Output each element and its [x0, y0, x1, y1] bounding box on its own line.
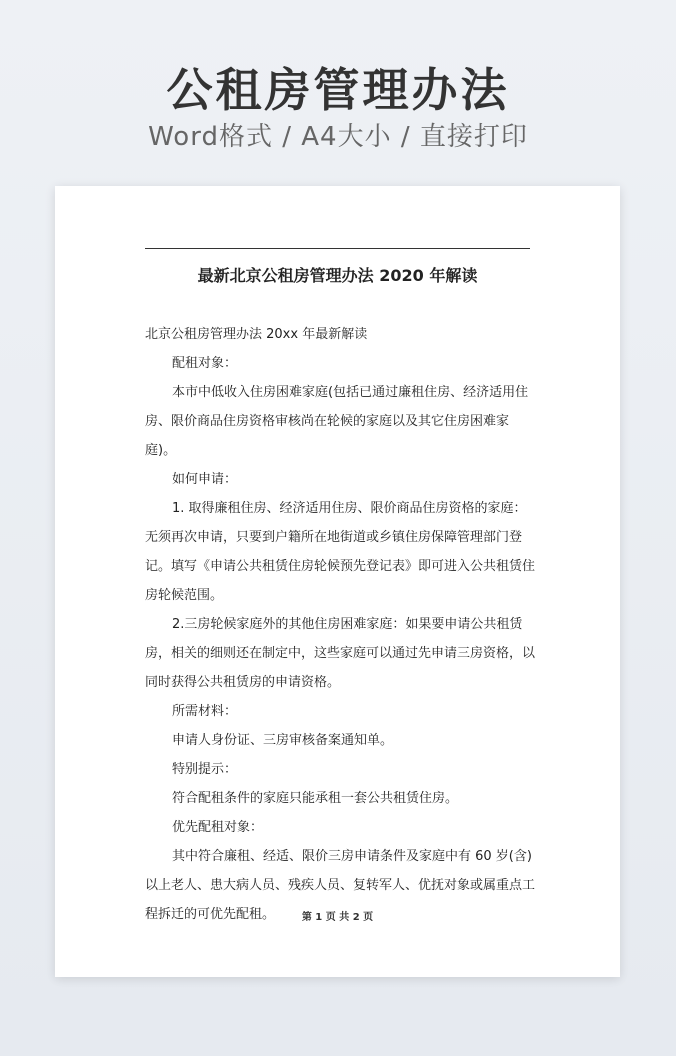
body-paragraph: 其中符合廉租、经适、限价三房申请条件及家庭中有 60 岁(含)以上老人、患大病人员、残疾人员、复转军人、优抚对象或属重点工程拆迁的可优先配租。 — [145, 849, 536, 922]
body-paragraph: 符合配租条件的家庭只能承租一套公共租赁住房。 — [172, 791, 459, 806]
intro-line: 北京公租房管理办法 20xx 年最新解读 — [145, 327, 368, 342]
section-heading: 配租对象： — [172, 356, 238, 371]
header-rule — [145, 248, 530, 249]
section-heading: 如何申请： — [172, 472, 238, 487]
page-number: 第 1 页 共 2 页 — [301, 912, 374, 923]
document-title: 最新北京公租房管理办法 2020 年解读 — [197, 266, 478, 285]
document-body — [145, 320, 537, 929]
section-heading: 优先配租对象： — [172, 820, 264, 835]
document-page — [55, 186, 620, 977]
body-paragraph: 2.三房轮候家庭外的其他住房困难家庭：如果要申请公共租赁房，相关的细则还在制定中，这些家庭可以通过先申请三房资格，以同时获得公共租赁房的申请资格。 — [145, 617, 536, 690]
banner-subtitle: Word格式 / A4大小 / 直接打印 — [148, 122, 528, 152]
body-paragraph: 申请人身份证、三房审核备案通知单。 — [172, 733, 394, 748]
section-heading: 所需材料： — [172, 704, 238, 719]
body-paragraph: 1. 取得廉租住房、经济适用住房、限价商品住房资格的家庭：无须再次申请，只要到户籍所在地街道或乡镇住房保障管理部门登记。填写《申请公共租赁住房轮候预先登记表》即可进入公共租赁住房轮候范围。 — [145, 501, 536, 603]
banner-title: 公租房管理办法 — [166, 63, 510, 117]
body-paragraph: 本市中低收入住房困难家庭(包括已通过廉租住房、经济适用住房、限价商品住房资格审核尚在轮候的家庭以及其它住房困难家庭)。 — [145, 385, 529, 458]
section-heading: 特别提示： — [172, 762, 238, 777]
